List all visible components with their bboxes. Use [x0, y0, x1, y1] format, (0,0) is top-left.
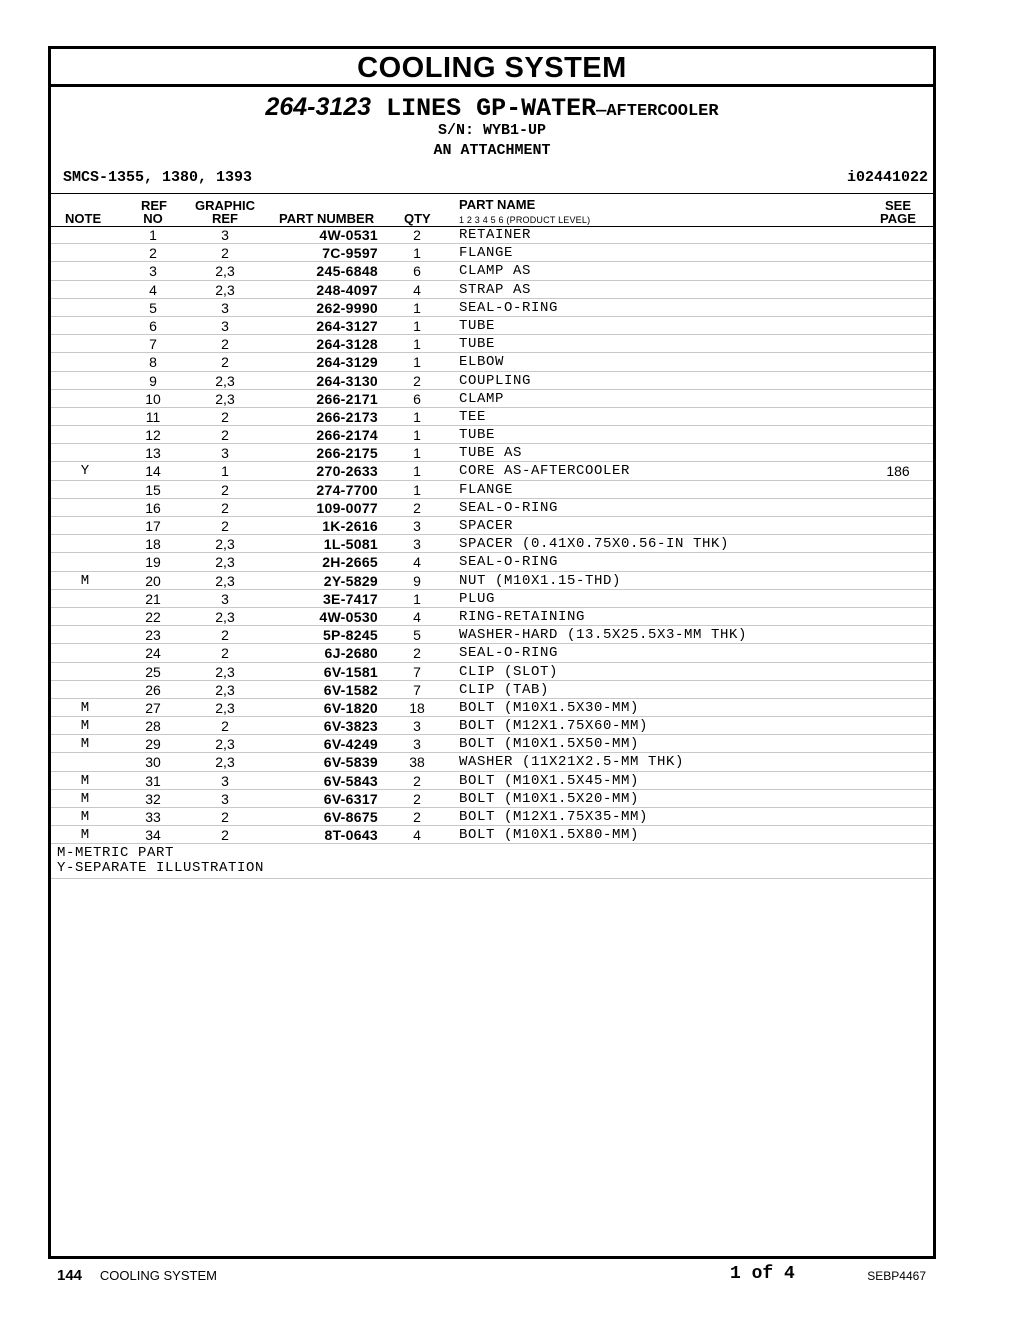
- table-row: [51, 626, 933, 644]
- cell-part-number: 6V-1582: [323, 681, 378, 698]
- cell-part-number: 109-0077: [316, 499, 378, 516]
- table-row: [51, 335, 933, 353]
- cell-graphic-ref: 1: [221, 463, 229, 480]
- cell-part-name: CLIP (SLOT): [459, 663, 559, 680]
- cell-ref-no: 11: [145, 408, 161, 425]
- cell-ref-no: 9: [149, 372, 157, 389]
- cell-graphic-ref: 3: [221, 317, 229, 334]
- legend-notes: [51, 844, 933, 879]
- cell-qty: 2: [413, 372, 421, 389]
- cell-qty: 1: [413, 463, 421, 480]
- cell-part-name: NUT (M10X1.15-THD): [459, 572, 622, 589]
- cell-part-number: 266-2171: [316, 390, 378, 407]
- cell-part-name: BOLT (M12X1.75X60-MM): [459, 718, 649, 735]
- cell-graphic-ref: 2,3: [215, 281, 235, 298]
- cell-ref-no: 2: [149, 245, 157, 262]
- table-row: [51, 353, 933, 371]
- table-header: [51, 193, 933, 227]
- table-row: [51, 299, 933, 317]
- cell-part-number: 264-3127: [316, 317, 378, 334]
- header-ref-no-1: REF: [141, 198, 167, 213]
- cell-graphic-ref: 2,3: [215, 372, 235, 389]
- cell-part-number: 264-3129: [316, 354, 378, 371]
- section-title: COOLING SYSTEM: [51, 49, 933, 87]
- cell-note: Y: [80, 463, 90, 480]
- cell-ref-no: 20: [145, 572, 161, 589]
- cell-part-name: SEAL-O-RING: [459, 554, 559, 571]
- cell-part-name: BOLT (M10X1.5X80-MM): [459, 827, 640, 844]
- cell-graphic-ref: 3: [221, 790, 229, 807]
- header-part-name: PART NAME: [459, 197, 536, 212]
- cell-part-name: BOLT (M10X1.5X30-MM): [459, 699, 640, 716]
- cell-graphic-ref: 2: [221, 645, 229, 662]
- table-row: [51, 408, 933, 426]
- table-row: [51, 226, 933, 244]
- cell-part-name: SEAL-O-RING: [459, 645, 559, 662]
- table-row: [51, 517, 933, 535]
- cell-note: M: [80, 790, 90, 807]
- cell-graphic-ref: 2,3: [215, 554, 235, 571]
- cell-part-name: CLAMP: [459, 390, 505, 407]
- cell-part-name: RING-RETAINING: [459, 608, 586, 625]
- cell-part-number: 6J-2680: [324, 645, 378, 662]
- cell-ref-no: 16: [145, 499, 161, 516]
- cell-ref-no: 21: [145, 590, 161, 607]
- cell-ref-no: 8: [149, 354, 157, 371]
- cell-qty: 2: [413, 227, 421, 243]
- cell-note: M: [80, 699, 90, 716]
- cell-ref-no: 4: [149, 281, 157, 298]
- cell-ref-no: 1: [149, 227, 157, 243]
- cell-qty: 3: [413, 718, 421, 735]
- cell-graphic-ref: 3: [221, 227, 229, 243]
- cell-note: M: [80, 827, 90, 844]
- cell-ref-no: 22: [145, 608, 161, 625]
- table-row: [51, 244, 933, 262]
- table-row: [51, 317, 933, 335]
- cell-ref-no: 25: [145, 663, 161, 680]
- table-row: [51, 426, 933, 444]
- cell-qty: 2: [413, 772, 421, 789]
- header-graphic-ref-1: GRAPHIC: [195, 198, 255, 213]
- cell-part-number: 8T-0643: [324, 827, 378, 844]
- cell-graphic-ref: 2,3: [215, 608, 235, 625]
- header-note: NOTE: [65, 211, 102, 226]
- cell-ref-no: 3: [149, 263, 157, 280]
- cell-graphic-ref: 2: [221, 827, 229, 844]
- cell-see-page: 186: [886, 463, 910, 480]
- cell-graphic-ref: 3: [221, 445, 229, 462]
- cell-qty: 3: [413, 536, 421, 553]
- cell-part-number: 6V-5843: [323, 772, 378, 789]
- cell-graphic-ref: 2,3: [215, 390, 235, 407]
- cell-part-number: 245-6848: [316, 263, 378, 280]
- header-qty: QTY: [404, 211, 431, 226]
- cell-part-name: CLIP (TAB): [459, 681, 550, 698]
- cell-part-number: 6V-3823: [323, 718, 378, 735]
- cell-part-number: 6V-1820: [323, 699, 378, 716]
- cell-part-name: TEE: [459, 408, 487, 425]
- table-row: [51, 262, 933, 280]
- group-name-suffix: —AFTERCOOLER: [596, 102, 719, 121]
- cell-note: M: [80, 809, 90, 825]
- table-row: [51, 753, 933, 771]
- cell-graphic-ref: 2,3: [215, 572, 235, 589]
- cell-part-number: 7C-9597: [322, 245, 378, 262]
- cell-ref-no: 7: [149, 336, 157, 353]
- cell-ref-no: 26: [145, 681, 161, 698]
- table-row: [51, 644, 933, 662]
- cell-qty: 2: [413, 499, 421, 516]
- cell-part-number: 266-2175: [316, 445, 378, 462]
- cell-part-number: 266-2174: [316, 427, 378, 444]
- table-row: [51, 699, 933, 717]
- cell-part-number: 2Y-5829: [323, 572, 378, 589]
- parts-table-body: [51, 226, 933, 879]
- cell-qty: 4: [413, 608, 421, 625]
- table-row: [51, 390, 933, 408]
- cell-part-number: 270-2633: [316, 463, 378, 480]
- cell-qty: 9: [413, 572, 421, 589]
- header-part-number: PART NUMBER: [279, 211, 375, 226]
- cell-graphic-ref: 3: [221, 299, 229, 316]
- table-row: [51, 572, 933, 590]
- cell-part-name: TUBE: [459, 336, 496, 353]
- footer-page-of: 1 of 4: [730, 1264, 795, 1284]
- header-ref-no-2: NO: [143, 211, 163, 226]
- cell-ref-no: 33: [145, 809, 161, 825]
- smcs-codes: SMCS-1355, 1380, 1393: [63, 169, 253, 186]
- cell-part-number: 264-3128: [316, 336, 378, 353]
- attachment-label: AN ATTACHMENT: [433, 142, 551, 159]
- cell-qty: 1: [413, 427, 421, 444]
- cell-part-name: PLUG: [459, 590, 496, 607]
- cell-part-name: RETAINER: [459, 227, 532, 243]
- cell-part-name: CORE AS-AFTERCOOLER: [459, 463, 631, 480]
- cell-qty: 2: [413, 790, 421, 807]
- legend-note: Y-SEPARATE ILLUSTRATION: [57, 860, 265, 877]
- cell-part-name: ELBOW: [459, 354, 505, 371]
- table-row: [51, 535, 933, 553]
- cell-qty: 2: [413, 645, 421, 662]
- cell-graphic-ref: 2,3: [215, 681, 235, 698]
- table-row: [51, 590, 933, 608]
- cell-part-number: 6V-5839: [323, 754, 378, 771]
- cell-graphic-ref: 2: [221, 336, 229, 353]
- cell-part-name: WASHER (11X21X2.5-MM THK): [459, 754, 685, 771]
- table-row: [51, 372, 933, 390]
- cell-part-number: 1L-5081: [323, 536, 378, 553]
- serial-number: S/N: WYB1-UP: [437, 122, 547, 139]
- table-row: [51, 553, 933, 571]
- table-row: [51, 772, 933, 790]
- table-row: [51, 499, 933, 517]
- cell-qty: 4: [413, 827, 421, 844]
- cell-qty: 6: [413, 263, 421, 280]
- cell-part-number: 6V-8675: [323, 809, 378, 825]
- table-row: [51, 481, 933, 499]
- cell-ref-no: 14: [145, 463, 161, 480]
- cell-part-number: 1K-2616: [322, 518, 378, 534]
- table-row: [51, 462, 933, 480]
- cell-note: M: [80, 772, 90, 789]
- group-name: LINES GP-WATER: [386, 94, 597, 123]
- cell-note: M: [80, 572, 90, 589]
- footer-doc-code: SEBP4467: [867, 1269, 926, 1283]
- cell-part-name: TUBE AS: [459, 445, 523, 462]
- cell-qty: 1: [413, 590, 421, 607]
- cell-graphic-ref: 2: [221, 427, 229, 444]
- cell-ref-no: 10: [145, 390, 161, 407]
- cell-qty: 6: [413, 390, 421, 407]
- cell-graphic-ref: 2,3: [215, 536, 235, 553]
- cell-graphic-ref: 2,3: [215, 699, 235, 716]
- table-row: [51, 663, 933, 681]
- table-row: [51, 717, 933, 735]
- cell-part-name: TUBE: [459, 427, 496, 444]
- cell-part-name: CLAMP AS: [459, 263, 532, 280]
- cell-part-name: BOLT (M10X1.5X20-MM): [459, 790, 640, 807]
- cell-part-name: BOLT (M10X1.5X45-MM): [459, 772, 640, 789]
- cell-graphic-ref: 2,3: [215, 663, 235, 680]
- table-row: [51, 444, 933, 462]
- footer-left: [57, 1267, 217, 1284]
- footer-page-number: 144: [57, 1267, 83, 1284]
- cell-part-name: STRAP AS: [459, 281, 532, 298]
- cell-note: M: [80, 718, 90, 735]
- header-product-level: 1 2 3 4 5 6 (PRODUCT LEVEL): [459, 215, 591, 225]
- table-row: [51, 808, 933, 826]
- cell-qty: 4: [413, 554, 421, 571]
- cell-qty: 2: [413, 809, 421, 825]
- cell-ref-no: 27: [145, 699, 161, 716]
- cell-qty: 3: [413, 518, 421, 534]
- table-row: [51, 826, 933, 844]
- cell-part-number: 2H-2665: [322, 554, 378, 571]
- cell-part-name: BOLT (M12X1.75X35-MM): [459, 809, 649, 825]
- header-graphic-ref-2: REF: [212, 211, 238, 226]
- cell-part-name: SEAL-O-RING: [459, 499, 559, 516]
- cell-graphic-ref: 3: [221, 772, 229, 789]
- cell-ref-no: 31: [145, 772, 161, 789]
- document-id: i02441022: [846, 169, 928, 186]
- cell-ref-no: 29: [145, 736, 161, 753]
- cell-qty: 1: [413, 299, 421, 316]
- cell-qty: 1: [413, 317, 421, 334]
- legend-note: M-METRIC PART: [57, 845, 175, 862]
- cell-qty: 1: [413, 408, 421, 425]
- cell-part-number: 4W-0531: [319, 227, 378, 243]
- cell-part-number: 266-2173: [316, 408, 378, 425]
- cell-part-name: FLANGE: [459, 481, 514, 498]
- header-see-page-1: SEE: [884, 198, 911, 213]
- cell-ref-no: 6: [149, 317, 157, 334]
- cell-part-number: 262-9990: [316, 299, 378, 316]
- footer-section: COOLING SYSTEM: [99, 1268, 217, 1283]
- cell-part-number: 274-7700: [316, 481, 378, 498]
- table-row: [51, 735, 933, 753]
- cell-ref-no: 34: [145, 827, 161, 844]
- cell-graphic-ref: 2: [221, 627, 229, 644]
- cell-graphic-ref: 2: [221, 408, 229, 425]
- cell-ref-no: 15: [145, 481, 161, 498]
- cell-qty: 1: [413, 245, 421, 262]
- cell-qty: 1: [413, 445, 421, 462]
- cell-part-number: 264-3130: [316, 372, 378, 389]
- cell-graphic-ref: 2: [221, 809, 229, 825]
- cell-part-name: WASHER-HARD (13.5X25.5X3-MM THK): [459, 627, 748, 644]
- cell-qty: 4: [413, 281, 421, 298]
- cell-qty: 18: [409, 699, 425, 716]
- cell-qty: 1: [413, 354, 421, 371]
- cell-part-number: 5P-8245: [322, 627, 378, 644]
- table-row: [51, 790, 933, 808]
- cell-graphic-ref: 2,3: [215, 736, 235, 753]
- cell-qty: 5: [413, 627, 421, 644]
- cell-graphic-ref: 3: [221, 590, 229, 607]
- cell-qty: 1: [413, 481, 421, 498]
- table-row: [51, 281, 933, 299]
- cell-graphic-ref: 2,3: [215, 263, 235, 280]
- cell-part-name: SPACER: [459, 518, 514, 534]
- page-frame: [48, 46, 936, 1259]
- cell-qty: 38: [409, 754, 425, 771]
- cell-part-name: SEAL-O-RING: [459, 299, 559, 316]
- cell-ref-no: 5: [149, 299, 157, 316]
- cell-part-name: TUBE: [459, 317, 496, 334]
- cell-part-number: 4W-0530: [319, 608, 378, 625]
- cell-ref-no: 12: [145, 427, 161, 444]
- table-row: [51, 681, 933, 699]
- cell-ref-no: 28: [145, 718, 161, 735]
- group-part-number: 264-3123: [265, 93, 372, 121]
- cell-part-number: 3E-7417: [322, 590, 378, 607]
- cell-part-number: 6V-6317: [323, 790, 378, 807]
- cell-qty: 1: [413, 336, 421, 353]
- cell-graphic-ref: 2: [221, 481, 229, 498]
- cell-ref-no: 13: [145, 445, 161, 462]
- cell-graphic-ref: 2: [221, 245, 229, 262]
- table-row: [51, 608, 933, 626]
- cell-qty: 3: [413, 736, 421, 753]
- cell-graphic-ref: 2: [221, 718, 229, 735]
- cell-ref-no: 17: [145, 518, 161, 534]
- cell-part-name: BOLT (M10X1.5X50-MM): [459, 736, 640, 753]
- cell-part-name: COUPLING: [459, 372, 532, 389]
- cell-part-name: SPACER (0.41X0.75X0.56-IN THK): [459, 536, 730, 553]
- cell-qty: 7: [413, 663, 421, 680]
- cell-ref-no: 32: [145, 790, 161, 807]
- cell-part-name: FLANGE: [459, 245, 514, 262]
- cell-graphic-ref: 2: [221, 518, 229, 534]
- cell-part-number: 248-4097: [316, 281, 378, 298]
- header-see-page-2: PAGE: [880, 211, 916, 226]
- cell-ref-no: 19: [145, 554, 161, 571]
- cell-graphic-ref: 2: [221, 499, 229, 516]
- cell-graphic-ref: 2,3: [215, 754, 235, 771]
- cell-graphic-ref: 2: [221, 354, 229, 371]
- cell-ref-no: 18: [145, 536, 161, 553]
- cell-ref-no: 30: [145, 754, 161, 771]
- cell-ref-no: 24: [145, 645, 161, 662]
- cell-part-number: 6V-4249: [323, 736, 378, 753]
- cell-ref-no: 23: [145, 627, 161, 644]
- cell-qty: 7: [413, 681, 421, 698]
- cell-part-number: 6V-1581: [323, 663, 378, 680]
- cell-note: M: [80, 736, 90, 753]
